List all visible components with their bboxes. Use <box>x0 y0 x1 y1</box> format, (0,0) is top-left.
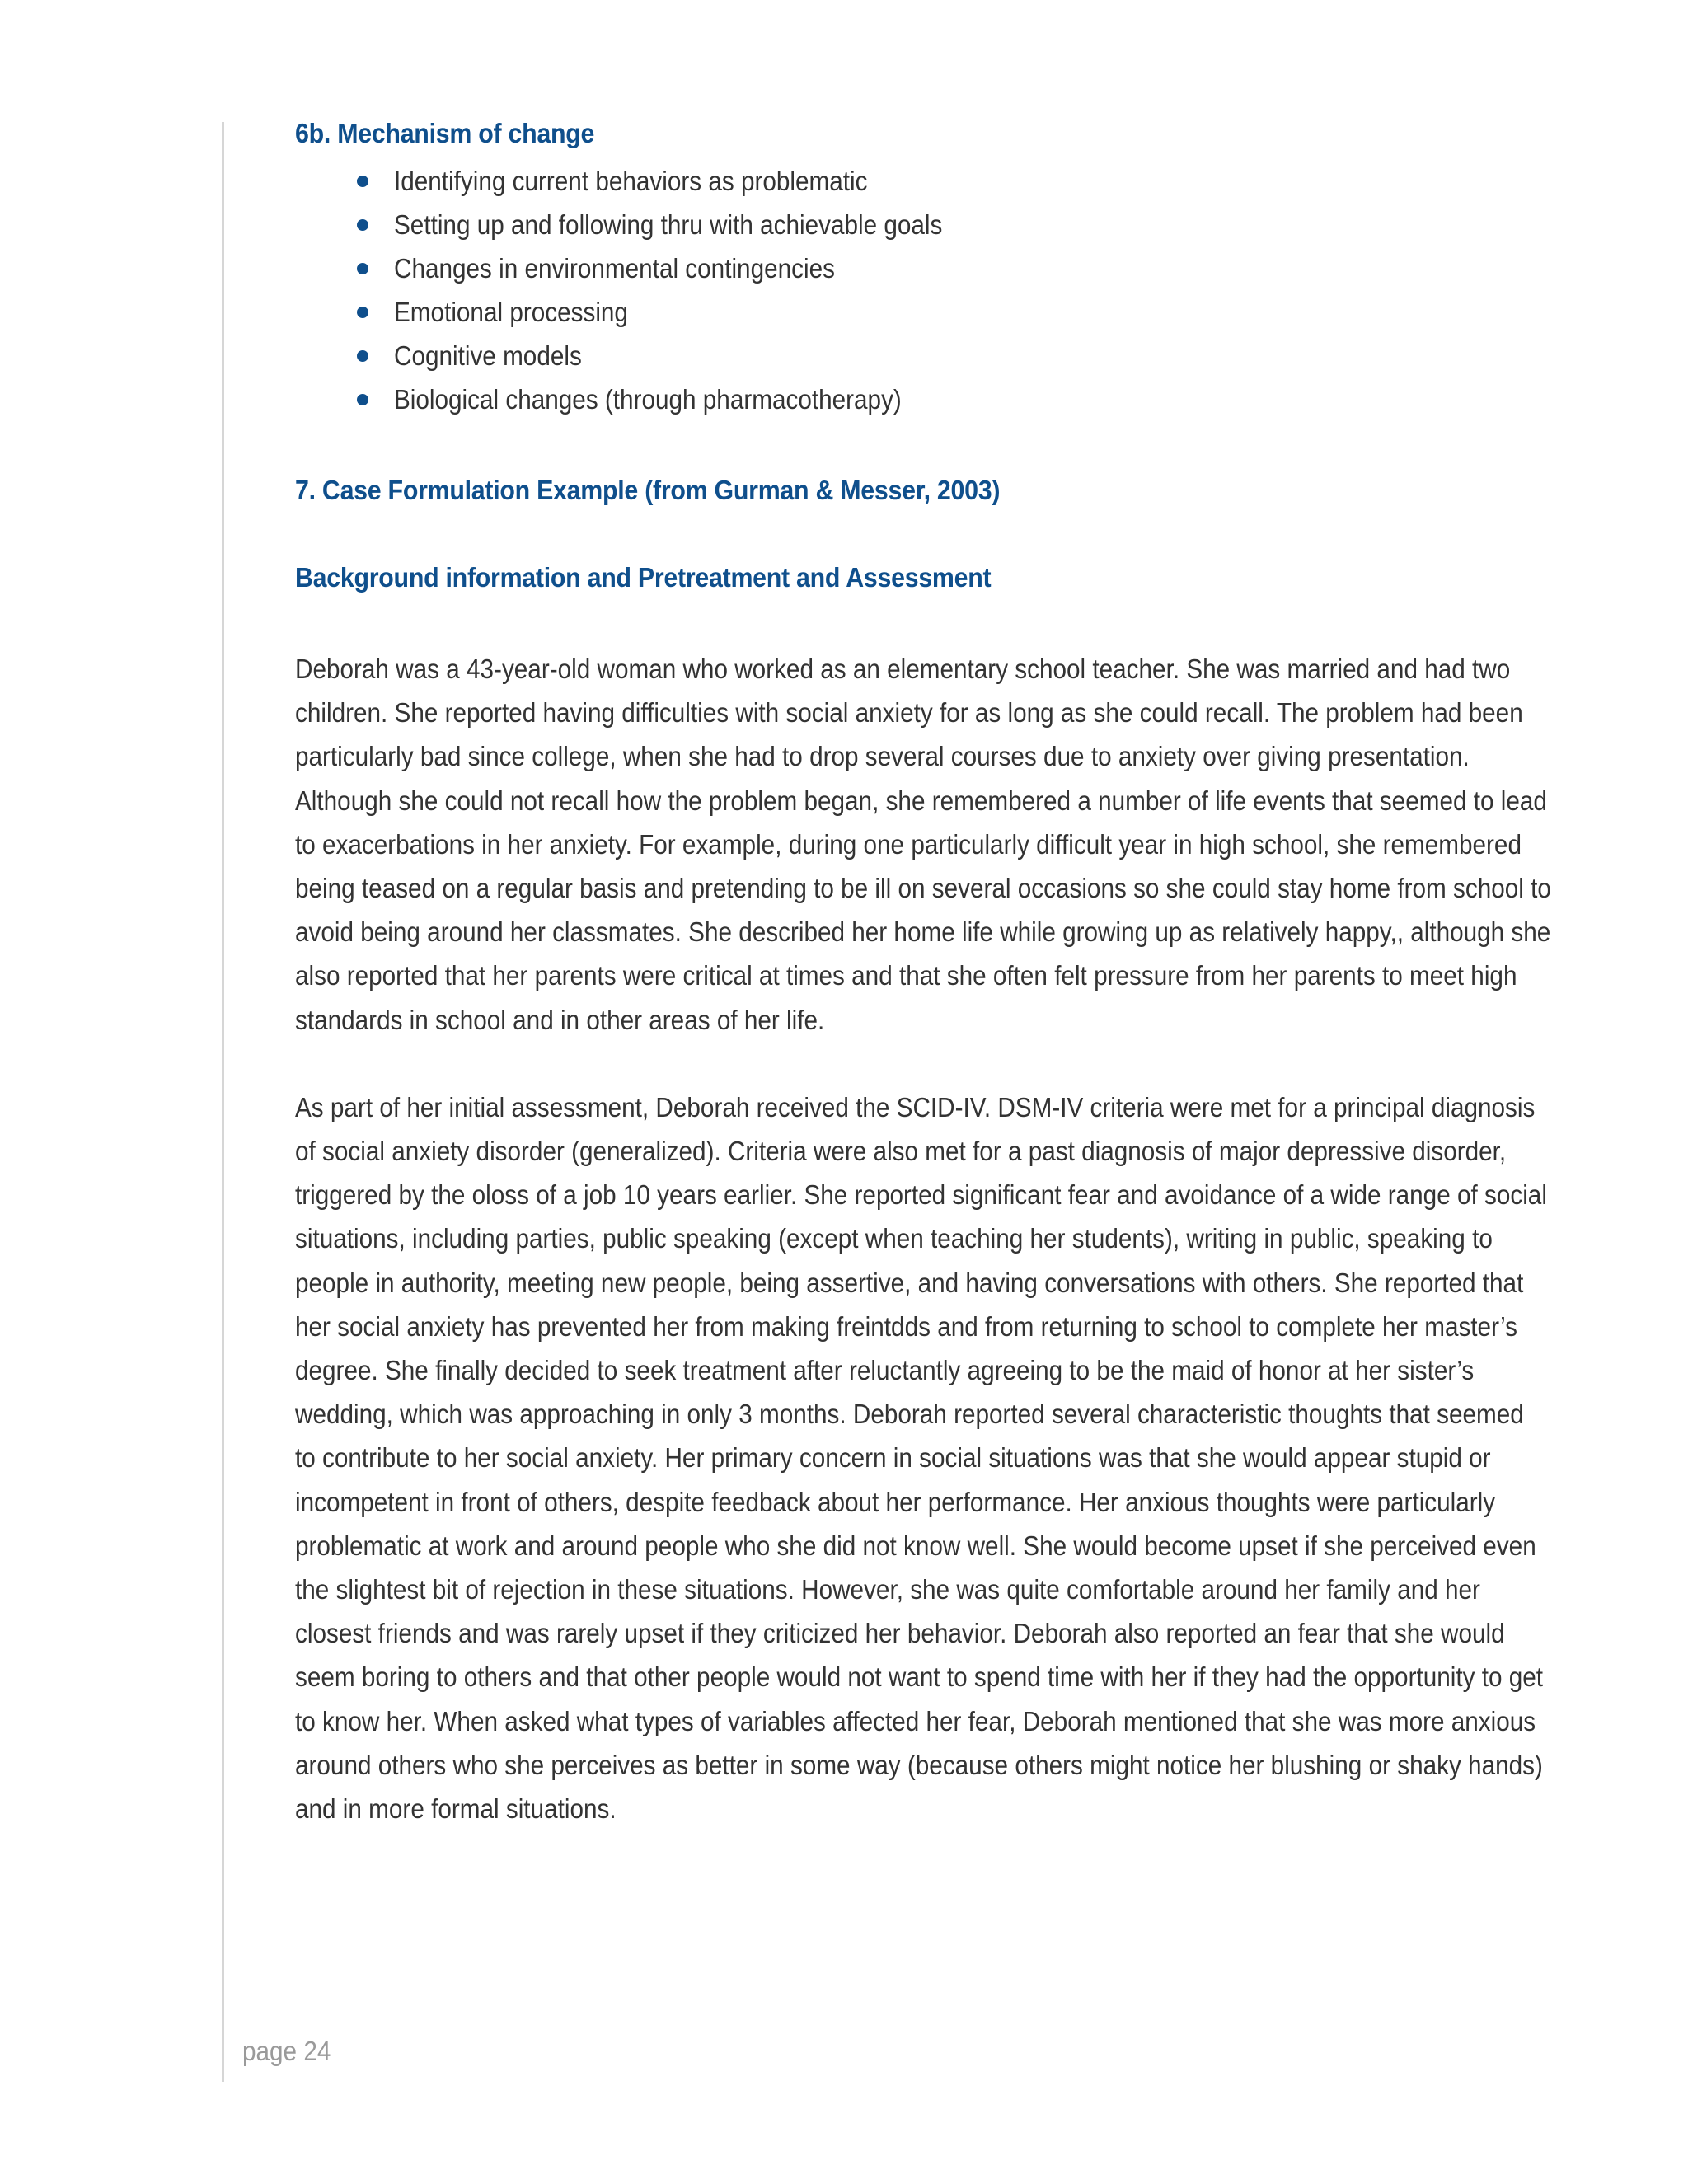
subheading-background-information: Background information and Pretreatment and Assessment <box>295 562 992 593</box>
paragraph-line: the slightest bit of rejection in these situations. However, she was quite comfortable around her family and her <box>295 1574 1480 1605</box>
bullet-item: Emotional processing <box>295 290 1548 334</box>
page-number: page 24 <box>242 2036 331 2066</box>
paragraph-line: to contribute to her social anxiety. Her primary concern in social situations was that she would appear stupid or <box>295 1442 1491 1474</box>
paragraph-line: her social anxiety has prevented her from making freintdds and from returning to school to complete her master’s <box>295 1310 1517 1342</box>
paragraph-line: triggered by the oloss of a job 10 years earlier. She reported significant fear and avoidance of a wide range of social <box>295 1179 1547 1211</box>
paragraph-line: also reported that her parents were critical at times and that she often felt pressure from her parents to meet high <box>295 960 1517 991</box>
paragraph-line: people in authority, meeting new people, being assertive, and having conversations with others. She reported that <box>295 1267 1524 1298</box>
paragraph-line: closest friends and was rarely upset if they criticized her behavior. Deborah also reported an fear that she would <box>295 1618 1505 1649</box>
paragraph-line: to know her. When asked what types of variables affected her fear, Deborah mentioned that she was more anxious <box>295 1705 1536 1736</box>
paragraph-line: incompetent in front of others, despite feedback about her performance. Her anxious thoughts were particularly <box>295 1486 1496 1517</box>
paragraph-line: and in more formal situations. <box>295 1793 617 1825</box>
bullet-item: Changes in environmental contingencies <box>295 246 1548 290</box>
paragraph-line: Although she could not recall how the problem began, she remembered a number of life events that seemed to lead <box>295 785 1547 816</box>
paragraph-line: avoid being around her classmates. She described her home life while growing up as relatively happy,, although she <box>295 916 1551 948</box>
mechanism-bullet-list <box>295 159 1548 421</box>
page-content <box>295 115 1551 1830</box>
bullet-dot-icon <box>357 176 368 187</box>
paragraph-background <box>295 647 1551 1042</box>
bullet-dot-icon <box>357 307 368 318</box>
left-margin-rule <box>222 122 224 2082</box>
bullet-dot-icon <box>357 263 368 274</box>
bullet-item: Cognitive models <box>295 334 1548 377</box>
bullet-dot-icon <box>357 350 368 362</box>
bullet-item: Identifying current behaviors as problematic <box>295 159 1548 203</box>
paragraph-line: to exacerbations in her anxiety. For example, during one particularly difficult year in high school, she remembered <box>295 828 1522 860</box>
paragraph-line: children. She reported having difficulties with social anxiety for as long as she could recall. The problem had been <box>295 697 1523 729</box>
paragraph-line: being teased on a regular basis and pretending to be ill on several occasions so she could stay home from school to <box>295 873 1551 904</box>
paragraph-assessment <box>295 1085 1548 1830</box>
paragraph-line: standards in school and in other areas of her life. <box>295 1004 825 1035</box>
paragraph-line: As part of her initial assessment, Deborah received the SCID-IV. DSM-IV criteria were met for a principal diagnosis <box>295 1091 1536 1122</box>
paragraph-line: problematic at work and around people who she did not know well. She would become upset if she perceived even <box>295 1530 1536 1561</box>
paragraph-line: Deborah was a 43-year-old woman who worked as an elementary school teacher. She was married and had two <box>295 654 1511 684</box>
bullet-dot-icon <box>357 394 368 405</box>
paragraph-line: wedding, which was approaching in only 3 months. Deborah reported several characteristic thoughts that seemed <box>295 1399 1524 1430</box>
heading-mechanism-of-change: 6b. Mechanism of change <box>295 118 595 148</box>
paragraph-line: degree. She finally decided to seek treatment after reluctantly agreeing to be the maid of honor at her sister’s <box>295 1355 1475 1386</box>
paragraph-line: particularly bad since college, when she had to drop several courses due to anxiety over giving presentation. <box>295 741 1470 772</box>
bullet-item: Setting up and following thru with achievable goals <box>295 203 1548 246</box>
bullet-dot-icon <box>357 219 368 231</box>
bullet-item: Biological changes (through pharmacotherapy) <box>295 377 1548 421</box>
heading-case-formulation: 7. Case Formulation Example (from Gurman & Messer, 2003) <box>295 475 1001 505</box>
paragraph-line: seem boring to others and that other people would not want to spend time with her if they had the opportunity to get <box>295 1661 1544 1693</box>
paragraph-line: of social anxiety disorder (generalized). Criteria were also met for a past diagnosis of major depressive disorder, <box>295 1136 1507 1167</box>
paragraph-line: situations, including parties, public speaking (except when teaching her students), writing in public, speaking to <box>295 1223 1493 1254</box>
paragraph-line: around others who she perceives as better in some way (because others might notice her blushing or shaky hands) <box>295 1749 1543 1780</box>
